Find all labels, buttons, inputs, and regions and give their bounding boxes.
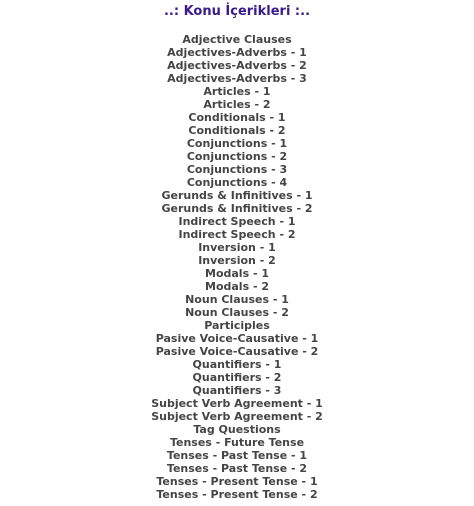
topic-link-subject-verb-agreement-2[interactable]: Subject Verb Agreement - 2 [151, 410, 323, 423]
topic-link-pasive-voice-causative-2[interactable]: Pasive Voice-Causative - 2 [155, 345, 319, 358]
list-item [0, 187, 474, 200]
list-item [0, 408, 474, 421]
topic-link-modals-2[interactable]: Modals - 2 [205, 280, 269, 293]
topic-link-inversion-2[interactable]: Inversion - 2 [198, 254, 276, 267]
list-item [0, 317, 474, 330]
topic-link-pasive-voice-causative-1[interactable]: Pasive Voice-Causative - 1 [155, 332, 319, 345]
topic-link-conjunctions-2[interactable]: Conjunctions - 2 [186, 150, 288, 163]
list-item [0, 382, 474, 395]
list-item [0, 213, 474, 226]
list-item [0, 265, 474, 278]
topic-link-participles[interactable]: Participles [204, 319, 270, 332]
topic-link-noun-clauses-1[interactable]: Noun Clauses - 1 [185, 293, 289, 306]
topic-list [0, 31, 474, 499]
topic-link-conjunctions-4[interactable]: Conjunctions - 4 [186, 176, 288, 189]
topic-link-conjunctions-3[interactable]: Conjunctions - 3 [186, 163, 288, 176]
list-item [0, 174, 474, 187]
list-item [0, 109, 474, 122]
topic-link-articles-2[interactable]: Articles - 2 [203, 98, 271, 111]
topic-link-tenses-future-tense[interactable]: Tenses - Future Tense [169, 436, 305, 449]
list-item [0, 252, 474, 265]
list-item [0, 96, 474, 109]
list-item [0, 473, 474, 486]
topic-link-quantifiers-1[interactable]: Quantifiers - 1 [192, 358, 282, 371]
topic-link-modals-1[interactable]: Modals - 1 [205, 267, 269, 280]
list-item [0, 447, 474, 460]
list-item [0, 421, 474, 434]
topic-link-gerunds-infinitives-2[interactable]: Gerunds & Infinitives - 2 [161, 202, 313, 215]
topic-link-articles-1[interactable]: Articles - 1 [203, 85, 271, 98]
topic-link-tenses-past-tense-2[interactable]: Tenses - Past Tense - 2 [166, 462, 308, 475]
list-item [0, 70, 474, 83]
topic-link-indirect-speech-1[interactable]: Indirect Speech - 1 [178, 215, 296, 228]
topic-link-quantifiers-2[interactable]: Quantifiers - 2 [192, 371, 282, 384]
topic-link-tag-questions[interactable]: Tag Questions [193, 423, 281, 436]
topic-link-adjectives-adverbs-3[interactable]: Adjectives-Adverbs - 3 [167, 72, 307, 85]
list-item [0, 44, 474, 57]
list-item [0, 395, 474, 408]
topic-link-tenses-present-tense-2[interactable]: Tenses - Present Tense - 2 [156, 488, 318, 501]
list-item [0, 330, 474, 343]
list-item [0, 343, 474, 356]
list-item [0, 148, 474, 161]
list-item [0, 304, 474, 317]
list-item [0, 226, 474, 239]
list-item [0, 369, 474, 382]
topic-link-quantifiers-3[interactable]: Quantifiers - 3 [192, 384, 282, 397]
page-title: ..: Konu İçerikleri :.. [163, 4, 311, 19]
topic-link-conditionals-1[interactable]: Conditionals - 1 [188, 111, 286, 124]
list-item [0, 31, 474, 44]
list-item [0, 161, 474, 174]
topic-link-adjectives-adverbs-2[interactable]: Adjectives-Adverbs - 2 [167, 59, 307, 72]
list-item [0, 83, 474, 96]
topic-link-inversion-1[interactable]: Inversion - 1 [198, 241, 276, 254]
topic-link-gerunds-infinitives-1[interactable]: Gerunds & Infinitives - 1 [161, 189, 313, 202]
topic-link-adjectives-adverbs-1[interactable]: Adjectives-Adverbs - 1 [167, 46, 307, 59]
topic-link-indirect-speech-2[interactable]: Indirect Speech - 2 [178, 228, 296, 241]
list-item [0, 200, 474, 213]
topic-link-tenses-present-tense-1[interactable]: Tenses - Present Tense - 1 [156, 475, 318, 488]
topic-link-adjective-clauses[interactable]: Adjective Clauses [182, 33, 292, 46]
topic-link-conjunctions-1[interactable]: Conjunctions - 1 [186, 137, 288, 150]
list-item [0, 278, 474, 291]
list-item [0, 239, 474, 252]
list-item [0, 460, 474, 473]
topic-link-noun-clauses-2[interactable]: Noun Clauses - 2 [185, 306, 289, 319]
list-item [0, 122, 474, 135]
topic-link-tenses-past-tense-1[interactable]: Tenses - Past Tense - 1 [166, 449, 308, 462]
list-item [0, 135, 474, 148]
list-item [0, 356, 474, 369]
list-item [0, 291, 474, 304]
list-item [0, 486, 474, 499]
list-item [0, 434, 474, 447]
topic-link-subject-verb-agreement-1[interactable]: Subject Verb Agreement - 1 [151, 397, 323, 410]
topic-link-conditionals-2[interactable]: Conditionals - 2 [188, 124, 286, 137]
list-item [0, 57, 474, 70]
